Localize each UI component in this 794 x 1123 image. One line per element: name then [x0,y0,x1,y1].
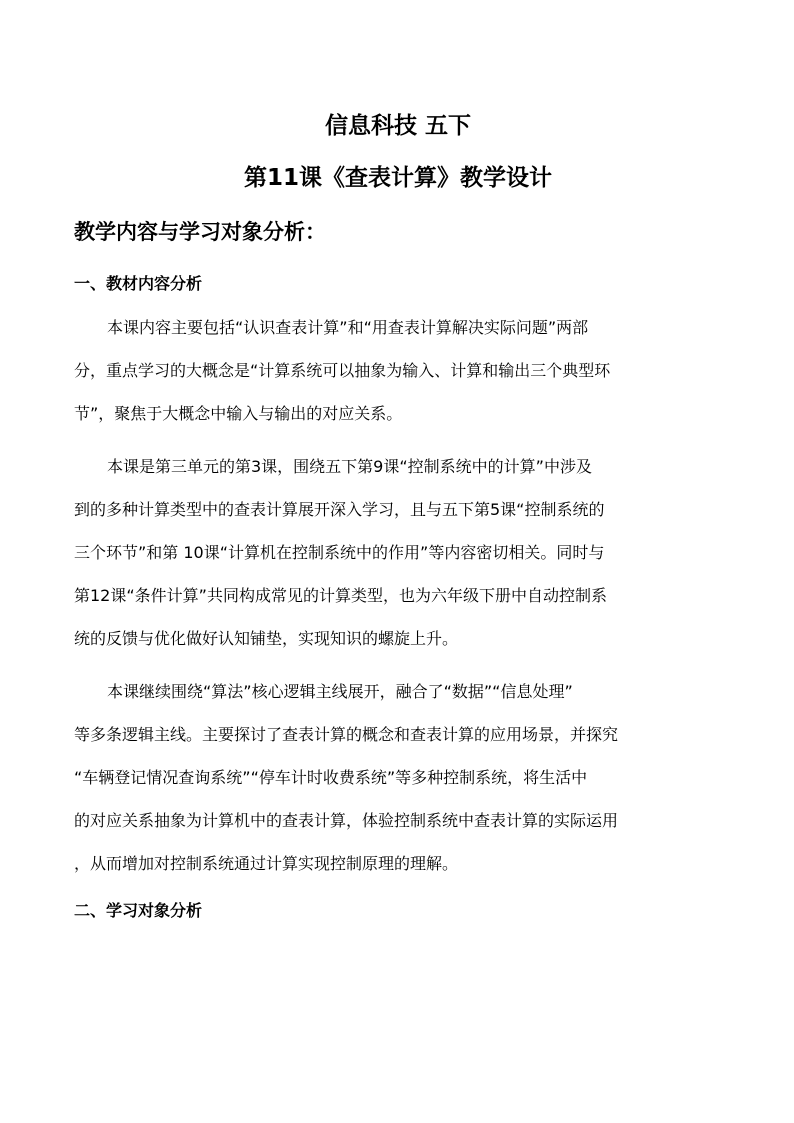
paragraph-line: 本课是第三单元的第3课，围绕五下第9课“控制系统中的计算”中涉及 [107,457,592,476]
paragraph-line: 节”，聚焦于大概念中输入与输出的对应关系。 [74,404,403,423]
subsection-heading-1: 一、教材内容分析 [74,274,203,293]
paragraph-line: 本课内容主要包括“认识查表计算”和“用查表计算解决实际问题”两部 [107,318,589,337]
paragraph-2 [74,445,722,660]
paragraph-1 [74,306,722,435]
paragraph-line: 等多条逻辑主线。主要探讨了查表计算的概念和查表计算的应用场景，并探究 [74,725,619,744]
subsection-heading-2: 二、学习对象分析 [74,901,203,920]
paragraph-3 [74,670,722,885]
paragraph-line: 第12课“条件计算”共同构成常见的计算类型，也为六年级下册中自动控制系 [74,586,607,605]
paragraph-line: 到的多种计算类型中的查表计算展开深入学习，且与五下第5课“控制系统的 [74,500,605,519]
paragraph-line: 三个环节”和第 10课“计算机在控制系统中的作用”等内容密切相关。同时与 [74,543,605,562]
paragraph-line: 本课继续围绕“算法”核心逻辑主线展开，融合了“数据”“信息处理” [107,682,573,701]
paragraph-line: ，从而增加对控制系统通过计算实现控制原理的理解。 [74,854,459,873]
paragraph-line: “车辆登记情况查询系统”“停车计时收费系统”等多种控制系统，将生活中 [74,768,588,787]
paragraph-line: 统的反馈与优化做好认知铺垫，实现知识的螺旋上升。 [74,629,459,648]
document-title: 信息科技 五下 [324,113,471,139]
paragraph-line: 的对应关系抽象为计算机中的查表计算，体验控制系统中查表计算的实际运用 [74,811,619,830]
document-subtitle: 第11课《查表计算》教学设计 [243,165,552,191]
paragraph-line: 分，重点学习的大概念是“计算系统可以抽象为输入、计算和输出三个典型环 [74,361,611,380]
section-heading: 教学内容与学习对象分析： [74,220,326,244]
